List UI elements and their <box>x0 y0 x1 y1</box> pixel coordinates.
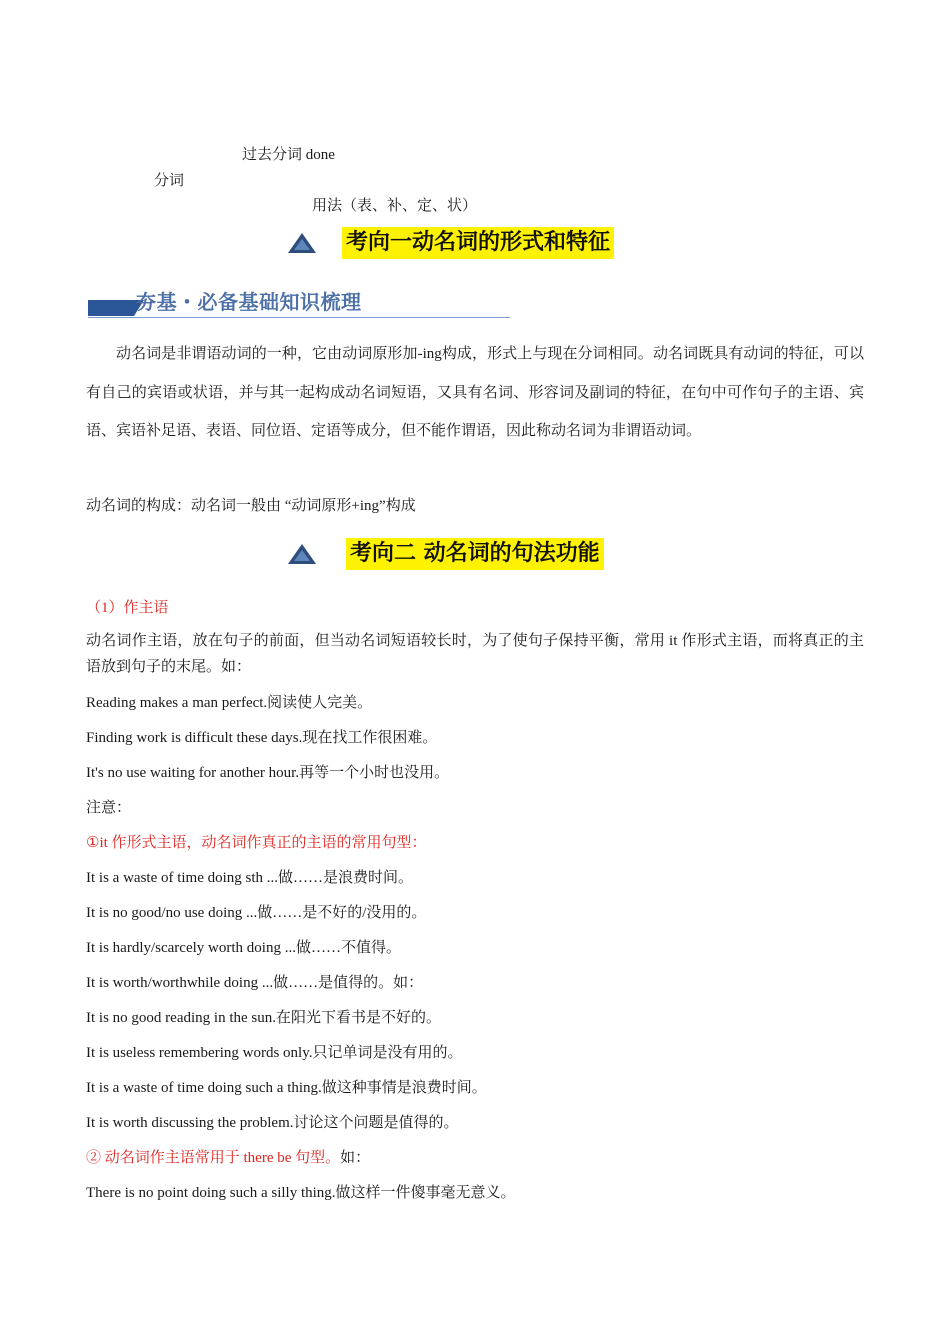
pattern-line: It is worth/worthwhile doing ...做……是值得的。如： <box>86 975 424 991</box>
definition-paragraph: 动名词是非谓语动词的一种，它由动词原形加-ing构成，形式上与现在分词相同。动名词既具有动词的特征，可以有自己的宾语或状语，并与其一起构成动名词短语，又具有名词、形容词及副词的特征，在句中可作句子的主语、宾语、宾语补足语、表语、同位语、定语等成分，但不能作谓语，因此称动名词为非谓语动词。 <box>86 346 864 439</box>
section-1-title: （1）作主语 <box>86 600 169 616</box>
triangle-icon <box>288 233 316 253</box>
note-1-title: ①it 作形式主语，动名词作真正的主语的常用句型： <box>86 835 427 851</box>
pattern-line: It is useless remembering words only.只记单词是没有用的。 <box>86 1045 463 1061</box>
heading-2 <box>288 538 604 570</box>
past-participle-line: 过去分词 done <box>242 147 335 163</box>
banner-bar <box>88 300 134 316</box>
heading-1-text: 考向一动名词的形式和特征 <box>342 227 614 259</box>
note-label: 注意： <box>86 800 132 816</box>
composition-line: 动名词的构成：动名词一般由 “动词原形+ing”构成 <box>86 498 416 514</box>
pattern-line: It is no good/no use doing ...做……是不好的/没用的。 <box>86 905 427 921</box>
pattern-line: It is a waste of time doing such a thing.做这种事情是浪费时间。 <box>86 1080 487 1096</box>
usage-line: 用法（表、补、定、状） <box>312 198 478 214</box>
pattern-line: It is no good reading in the sun.在阳光下看书是不好的。 <box>86 1010 441 1026</box>
triangle-icon <box>288 544 316 564</box>
note-2-title: ② 动名词作主语常用于 there be 句型。 <box>86 1150 341 1166</box>
heading-2-text: 考向二 动名词的句法功能 <box>346 538 604 570</box>
heading-1 <box>288 227 614 259</box>
example-line: Reading makes a man perfect.阅读使人完美。 <box>86 695 373 711</box>
section-banner <box>88 286 510 320</box>
example-line: Finding work is difficult these days.现在找工作很困难。 <box>86 730 438 746</box>
pattern-line: It is hardly/scarcely worth doing ...做……不值得。 <box>86 940 401 956</box>
note-2-line <box>86 1146 370 1167</box>
banner-title: 夯基・必备基础知识梳理 <box>136 290 362 314</box>
pattern-line: It is worth discussing the problem.讨论这个问题是值得的。 <box>86 1115 459 1131</box>
note-2-suffix: 如： <box>340 1150 371 1166</box>
example-line: There is no point doing such a silly thing.做这样一件傻事毫无意义。 <box>86 1185 516 1201</box>
banner-underline <box>88 317 510 318</box>
example-line: It's no use waiting for another hour.再等一个小时也没用。 <box>86 765 450 781</box>
pattern-line: It is a waste of time doing sth ...做……是浪费时间。 <box>86 870 414 886</box>
section-1-explanation: 动名词作主语，放在句子的前面，但当动名词短语较长时，为了使句子保持平衡，常用 it 作形式主语，而将真正的主语放到句子的末尾。如： <box>86 633 864 675</box>
participle-label: 分词 <box>154 173 185 189</box>
